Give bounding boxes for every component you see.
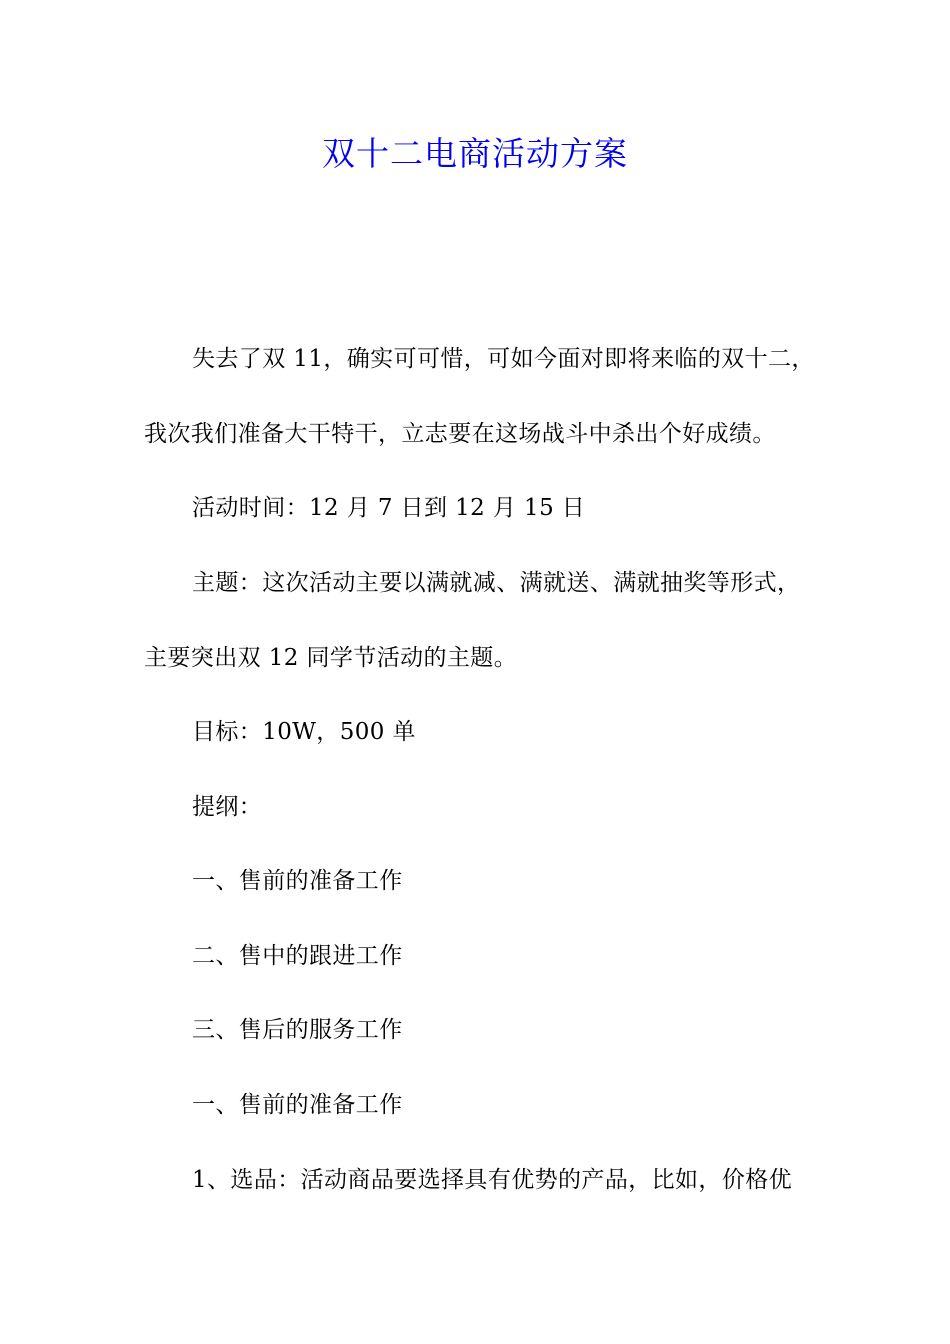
- outline-item-2: 二、售中的跟进工作: [192, 943, 403, 969]
- outline-item-1: 一、售前的准备工作: [192, 868, 403, 894]
- paragraph-intro-line-2: 我次我们准备大干特干，立志要在这场战斗中杀出个好成绩。: [144, 421, 776, 447]
- goal-line: 目标：10W，500 单: [192, 719, 416, 745]
- paragraph-selection-line-1: 1、选品：活动商品要选择具有优势的产品，比如，价格优: [192, 1167, 793, 1193]
- activity-time: 活动时间：12 月 7 日到 12 月 15 日: [192, 495, 586, 521]
- outline-item-3: 三、售后的服务工作: [192, 1017, 403, 1043]
- document-title: 双十二电商活动方案: [322, 134, 628, 173]
- paragraph-theme-line-1: 主题：这次活动主要以满就减、满就送、满就抽奖等形式，: [192, 570, 801, 596]
- section-heading-presale: 一、售前的准备工作: [192, 1092, 403, 1118]
- outline-heading: 提纲：: [192, 794, 263, 820]
- paragraph-intro-line-1: 失去了双 11，确实可可惜，可如今面对即将来临的双十二，: [192, 346, 815, 372]
- paragraph-theme-line-2: 主要突出双 12 同学节活动的主题。: [144, 645, 518, 671]
